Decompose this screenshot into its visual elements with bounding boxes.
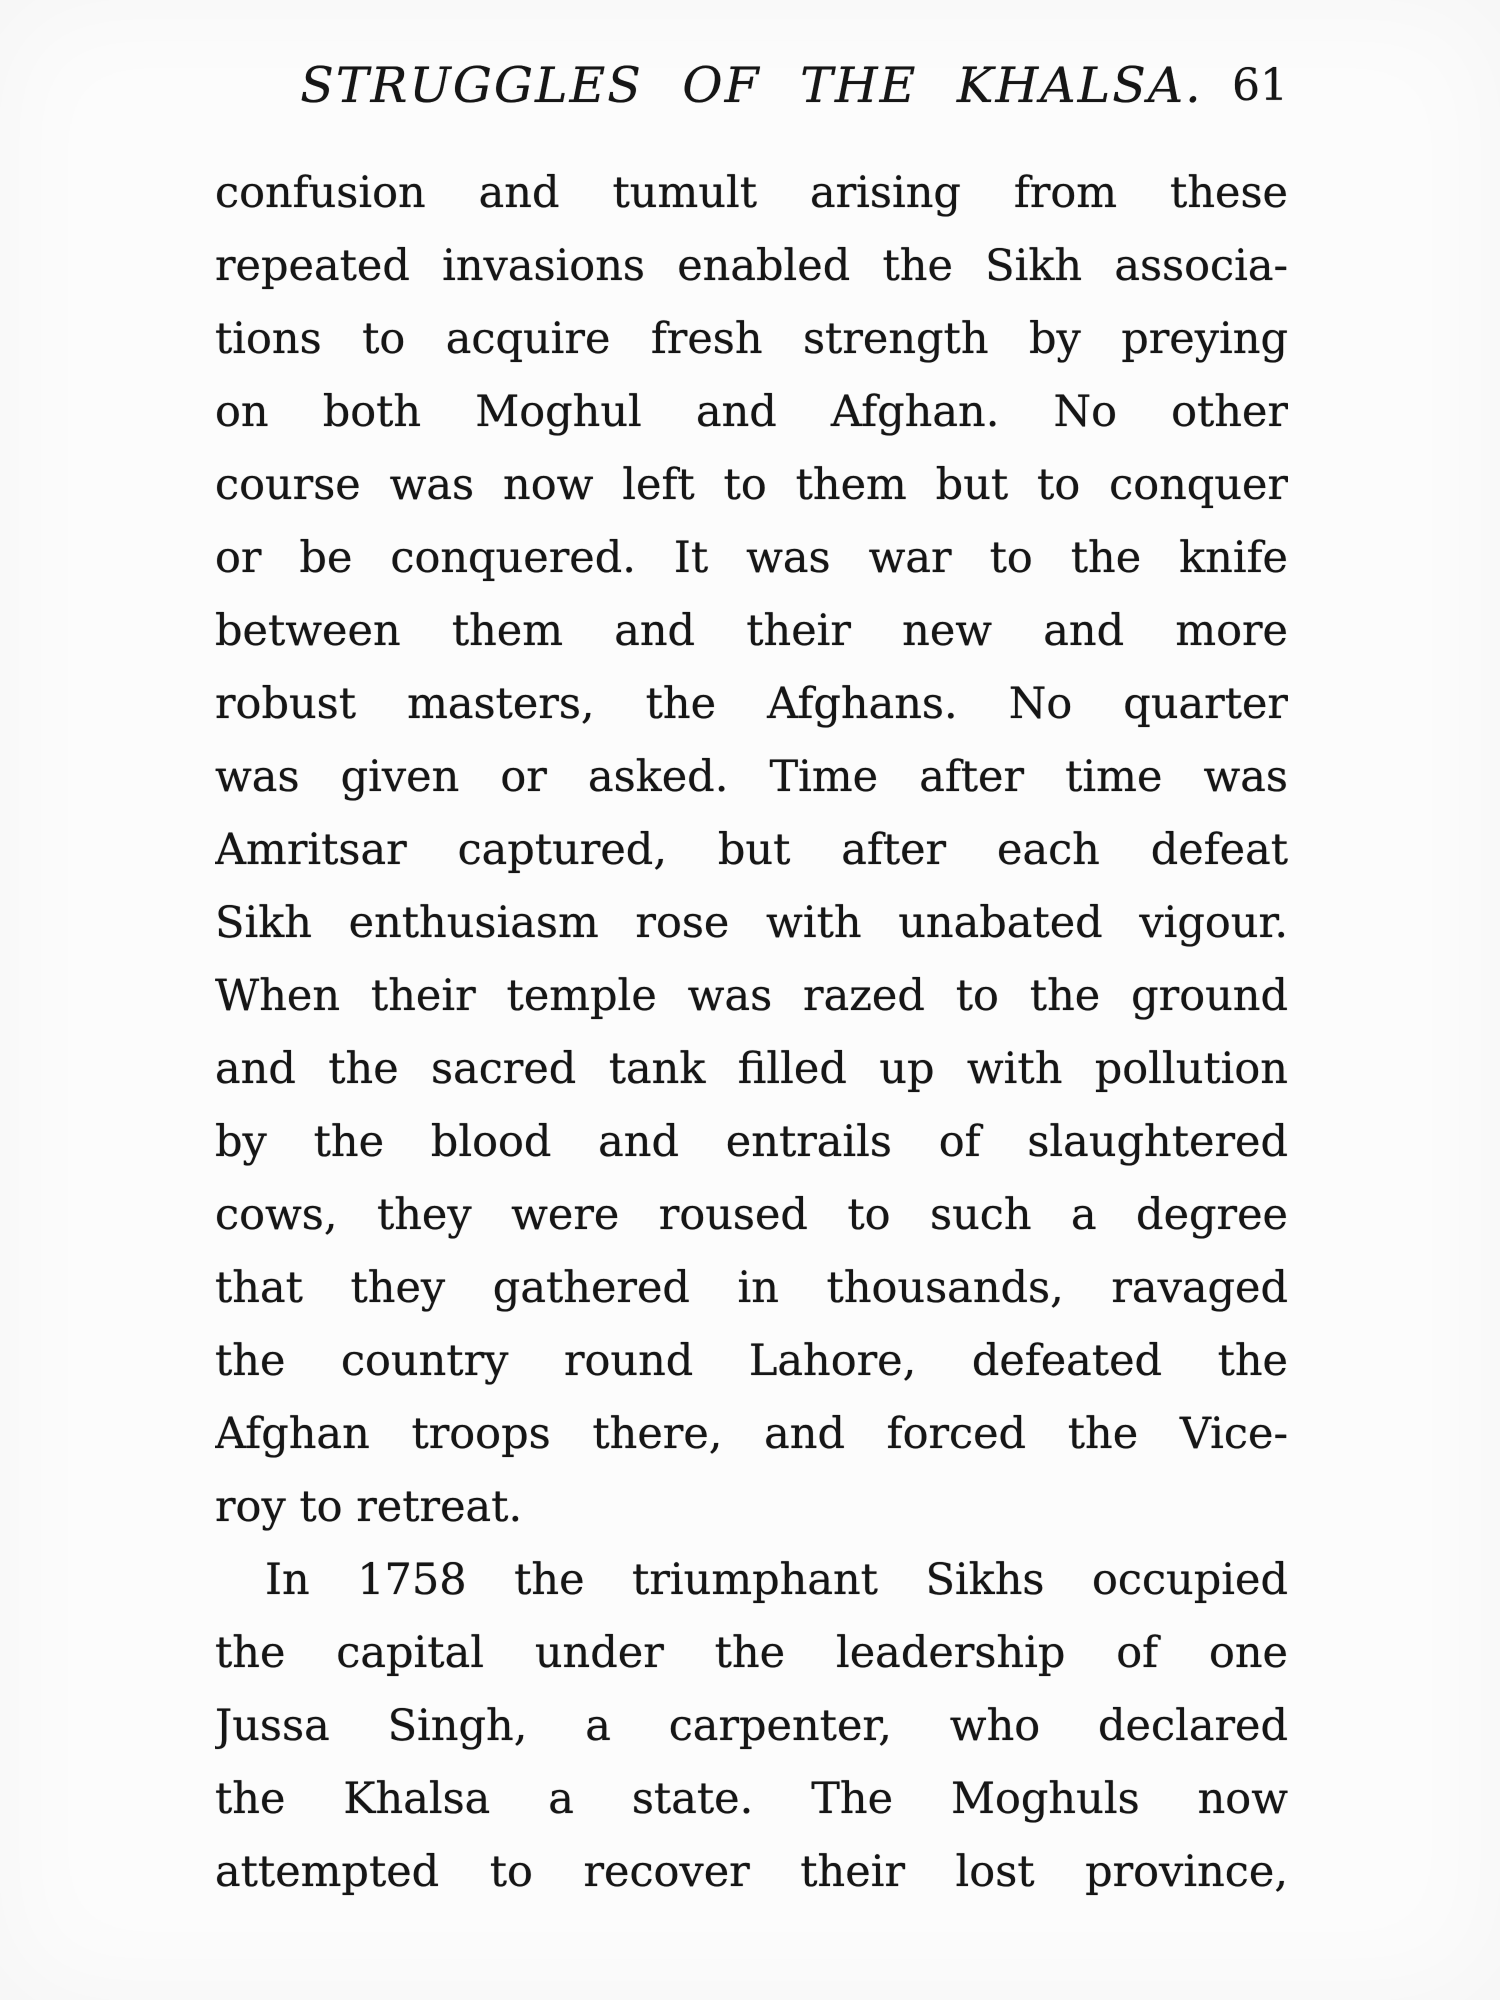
text-line: on both Moghul and Afghan. No other: [215, 387, 1288, 437]
text-line: the country round Lahore, defeated the: [215, 1336, 1288, 1386]
text-line: Afghan troops there, and forced the Vice-: [215, 1409, 1288, 1459]
text-line: Amritsar captured, but after each defeat: [215, 825, 1288, 875]
page-header: [215, 58, 1288, 114]
text-line: the Khalsa a state. The Moghuls now: [215, 1774, 1288, 1824]
text-line: confusion and tumult arising from these: [215, 168, 1288, 218]
text-line: When their temple was razed to the ground: [215, 971, 1288, 1021]
text-line: by the blood and entrails of slaughtered: [215, 1117, 1288, 1167]
text-line: cows, they were roused to such a degree: [215, 1190, 1288, 1240]
text-line: attempted to recover their lost province,: [215, 1847, 1288, 1897]
text-line: the capital under the leadership of one: [215, 1628, 1288, 1678]
text-line: between them and their new and more: [215, 606, 1288, 656]
text-line: repeated invasions enabled the Sikh associa-: [215, 241, 1288, 291]
text-line: tions to acquire fresh strength by preying: [215, 314, 1288, 364]
text-line: Jussa Singh, a carpenter, who declared: [215, 1701, 1288, 1751]
text-line: or be conquered. It was war to the knife: [215, 533, 1288, 583]
paragraph: [215, 1544, 1288, 1909]
text-line: and the sacred tank filled up with pollution: [215, 1044, 1288, 1094]
text-line: robust masters, the Afghans. No quarter: [215, 679, 1288, 729]
page-number: 61: [1232, 60, 1288, 111]
text-line: Sikh enthusiasm rose with unabated vigour.: [215, 898, 1288, 948]
running-head-title: STRUGGLES OF THE KHALSA.: [300, 57, 1203, 114]
paragraph: [215, 157, 1288, 1544]
text-line: was given or asked. Time after time was: [215, 752, 1288, 802]
text-line: roy to retreat.: [215, 1482, 523, 1532]
body-text: [215, 157, 1288, 1909]
text-line: that they gathered in thousands, ravaged: [215, 1263, 1288, 1313]
text-line: In 1758 the triumphant Sikhs occupied: [265, 1555, 1288, 1605]
text-line: course was now left to them but to conquer: [215, 460, 1288, 510]
